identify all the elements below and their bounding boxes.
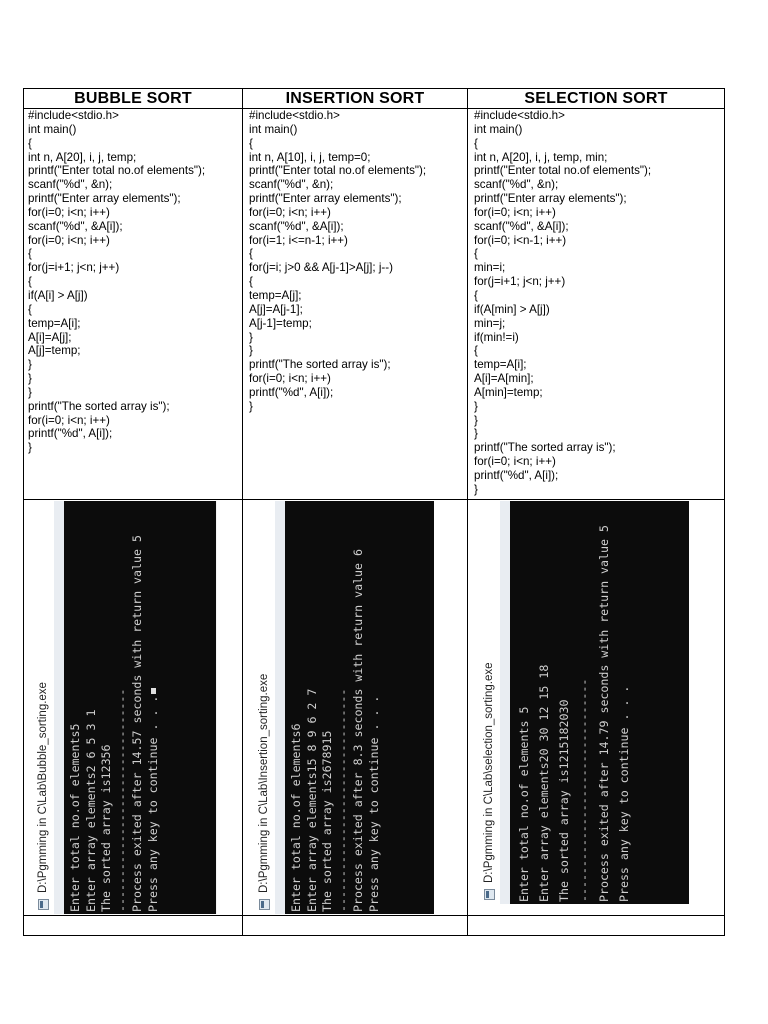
window-title: D:\Pgmming in C\Lab\Insertion_sorting.exe <box>258 673 270 893</box>
row-divider <box>24 915 724 916</box>
console-text: Enter total no.of elements5 Enter array elements2 6 5 3 1 The sorted array is12356 -------------------------------- Process exited after 14.57 seconds with return value 5 Press any key to continue . . . <box>68 535 160 912</box>
console-text: Enter total no.of elements 5 Enter array elements20 30 12 15 18 The sorted array is1215182030 -------------------------------- Process exited after 14.79 seconds with return value 5 Press any key to continue . . . <box>517 525 631 902</box>
header-selection-sort: SELECTION SORT <box>524 90 668 107</box>
row-divider <box>24 499 724 500</box>
console-app-icon <box>259 899 270 910</box>
console-app-icon <box>38 899 49 910</box>
selection-sort-code: #include<stdio.h> int main() { int n, A[20], i, j, temp, min; printf("Enter total no.of elements"); scanf("%d", &n); printf("Enter array elements"); for(i=0; i<n; i++) scanf("%d", &A[i]); for(i=0; i<n-1; i++) { min=i; for(j=i+1; j<n; j++) { if(A[min] > A[j]) min=j; if(min!=i) { temp=A[i]; A[i]=A[min]; A[min]=temp; } } } printf("The sorted array is"); for(i=0; i<n; i++) printf("%d", A[i]); } <box>474 109 652 496</box>
header-insertion-sort: INSERTION SORT <box>285 90 425 107</box>
window-title: D:\Pgmming in C\Lab\selection_sorting.exe <box>483 662 495 883</box>
window-frame <box>54 501 64 914</box>
console-app-icon <box>484 889 495 900</box>
window-frame <box>500 501 510 904</box>
bubble-sort-output-screenshot <box>32 501 217 914</box>
console-output <box>510 501 689 904</box>
column-divider <box>467 89 468 935</box>
console-title-bar <box>32 501 55 914</box>
console-title-bar <box>253 501 276 914</box>
column-divider <box>242 89 243 935</box>
console-text: Enter total no.of elements6 Enter array elements15 8 9 6 2 7 The sorted array is2678915 -------------------------------- Process exited after 8.3 seconds with return value 6 Press any key to continue . . . <box>289 549 381 912</box>
console-output <box>285 501 434 914</box>
selection-sort-output-screenshot <box>478 501 689 904</box>
window-title: D:\Pgmming in C\Lab\Bubble_sorting.exe <box>37 682 49 893</box>
insertion-sort-output-screenshot <box>253 501 434 914</box>
insertion-sort-code: #include<stdio.h> int main() { int n, A[10], i, j, temp=0; printf("Enter total no.of elements"); scanf("%d", &n); printf("Enter array elements"); for(i=0; i<n; i++) scanf("%d", &A[i]); for(i=1; i<=n-1; i++) { for(j=i; j>0 && A[j-1]>A[j]; j--) { temp=A[j]; A[j]=A[j-1]; A[j-1]=temp; } } printf("The sorted array is"); for(i=0; i<n; i++) printf("%d", A[i]); } <box>249 109 427 413</box>
text-cursor <box>151 688 156 694</box>
console-title-bar <box>478 501 501 904</box>
console-output <box>64 501 216 914</box>
header-bubble-sort: BUBBLE SORT <box>74 90 192 107</box>
window-frame <box>275 501 285 914</box>
bubble-sort-code: #include<stdio.h> int main() { int n, A[20], i, j, temp; printf("Enter total no.of elements"); scanf("%d", &n); printf("Enter array elements"); for(i=0; i<n; i++) scanf("%d", &A[i]); for(i=0; i<n; i++) { for(j=i+1; j<n; j++) { if(A[i] > A[j]) { temp=A[i]; A[i]=A[j]; A[j]=temp; } } } printf("The sorted array is"); for(i=0; i<n; i++) printf("%d", A[i]); } <box>28 109 206 455</box>
